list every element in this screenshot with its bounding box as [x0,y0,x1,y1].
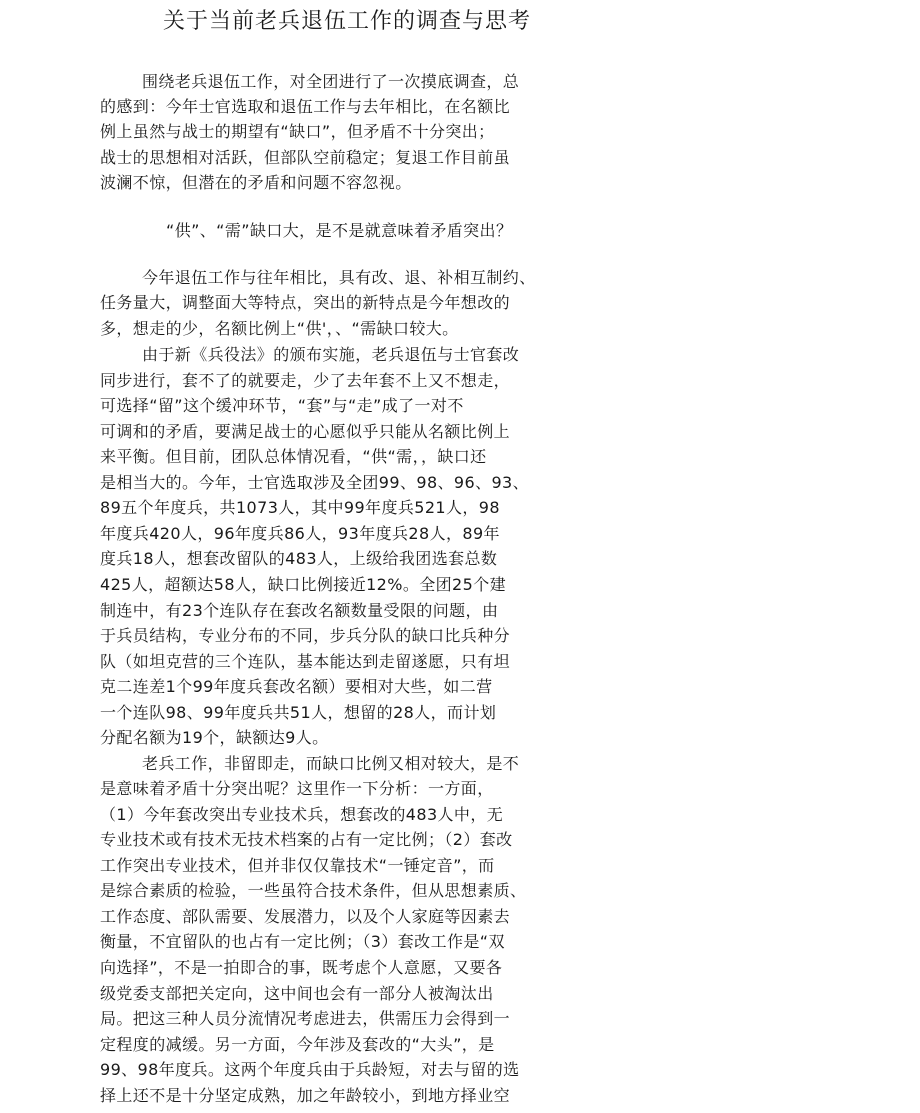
text-line: 专业技术或有技术无技术档案的占有一定比例；（2）套改 [100,830,513,849]
text-line: 衡量，不宜留队的也占有一定比例；（3）套改工作是“双 [100,932,505,951]
document-title: 关于当前老兵退伍工作的调查与思考 [162,9,531,34]
section-heading: “供”、“需”缺口大，是不是就意味着矛盾突出？ [166,221,513,240]
text-line: 年度兵420人，96年度兵86人，93年度兵28人，89年 [100,524,500,543]
text-line: 波澜不惊，但潜在的矛盾和问题不容忽视。 [100,173,412,192]
text-line: 多，想走的少，名额比例上“供'，、“需缺口较大。 [100,319,459,338]
text-line: 克二连差1个99年度兵套改名额）要相对大些，如二营 [100,677,493,696]
text-line: 89五个年度兵，共1073人，其中99年度兵521人，98 [100,498,500,517]
text-line: 是意味着矛盾十分突出呢？这里作一下分析：一方面， [100,779,494,798]
text-line: 择上还不是十分坚定成熟，加之年龄较小，到地方择业空 [100,1086,511,1105]
text-line: 99、98年度兵。这两个年度兵由于兵龄短，对去与留的选 [100,1060,520,1079]
text-line: （1）今年套改突出专业技术兵，想套改的483人中，无 [100,805,504,824]
text-line: 是相当大的。今年，士官选取涉及全团99、98、96、93、 [100,473,530,492]
text-line: 可选择“留”这个缓冲环节，“套”与“走”成了一对不 [100,396,464,415]
text-line: 425人，超额达58人，缺口比例接近12%。全团25个建 [100,575,507,594]
text-line: 老兵工作，非留即走，而缺口比例又相对较大，是不 [142,754,520,773]
text-line: 级党委支部把关定向，这中间也会有一部分人被淘汰出 [100,984,494,1003]
text-line: 战士的思想相对活跃，但部队空前稳定；复退工作目前虽 [100,148,511,167]
text-line: 来平衡。但目前，团队总体情况看，“供“需，，缺口还 [100,447,487,466]
text-line: 队（如坦克营的三个连队，基本能达到走留遂愿，只有坦 [100,652,511,671]
text-line: 围绕老兵退伍工作，对全团进行了一次摸底调查，总 [142,72,520,91]
text-line: 定程度的减缓。另一方面，今年涉及套改的“大头”，是 [100,1035,495,1054]
text-line: 由于新《兵役法》的颁布实施，老兵退伍与士官套改 [142,345,520,364]
text-line: 是综合素质的检验，一些虽符合技术条件，但从思想素质、 [100,881,527,900]
text-line: 的感到：今年士官选取和退伍工作与去年相比，在名额比 [100,97,511,116]
text-line: 工作态度、部队需要、发展潜力，以及个人家庭等因素去 [100,907,511,926]
text-line: 今年退伍工作与往年相比，具有改、退、补相互制约、 [142,268,536,287]
text-line: 可调和的矛盾，要满足战士的心愿似乎只能从名额比例上 [100,422,511,441]
text-line: 度兵18人，想套改留队的483人，上级给我团选套总数 [100,549,498,568]
text-line: 分配名额为19个，缺额达9人。 [100,728,329,747]
text-line: 于兵员结构，专业分布的不同，步兵分队的缺口比兵种分 [100,626,511,645]
text-line: 制连中，有23个连队存在套改名额数量受限的问题，由 [100,601,499,620]
text-line: 任务量大，调整面大等特点，突出的新特点是今年想改的 [100,293,511,312]
text-line: 一个连队98、99年度兵共51人，想留的28人，而计划 [100,703,497,722]
text-line: 工作突出专业技术，但并非仅仅靠技术“一锤定音”，而 [100,856,495,875]
text-line: 向选择”，不是一拍即合的事，既考虑个人意愿，又要各 [100,958,503,977]
text-line: 同步进行，套不了的就要走，少了去年套不上又不想走， [100,371,511,390]
text-line: 例上虽然与战士的期望有“缺口”，但矛盾不十分突出； [100,122,495,141]
text-line: 局。把这三种人员分流情况考虑进去，供需压力会得到一 [100,1009,511,1028]
